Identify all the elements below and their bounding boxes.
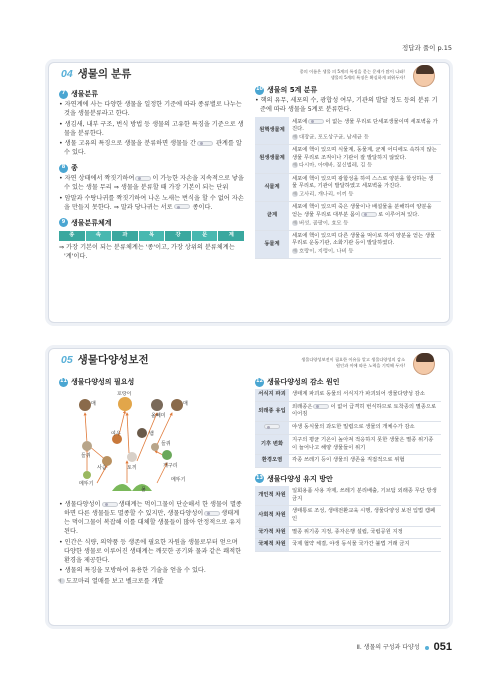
table-row: 원핵생물계 세포에 이 없는 생물 무리로 단세포생물이며 세포벽을 가진다. 예 대장균, 포도상구균, 남세균 등 [255, 117, 441, 145]
block-11-bullet: • 생물다양성이 생태계는 먹이그물이 단순해서 한 생물이 멸종하면 다른 생물들도 멸종할 수 있지만, 생물다양성이 생태계는 먹이그물이 복잡해 이를 대체할 생물들이 많아 안정적으로 유지된다. [59, 501, 242, 536]
block-10-intro: • 핵의 유무, 세포의 수, 광합성 여부, 기관의 발달 정도 등의 분류 기준에 따라 생물을 5계로 분류한다. [255, 97, 438, 114]
section-title [61, 67, 131, 82]
taxonomy-chain [59, 231, 245, 242]
section-title-text: 생물의 분류 [77, 68, 132, 80]
block-12-heading: 12 생물다양성의 감소 원인 [256, 378, 340, 386]
block-9-bullet: ⇒ 가장 기본이 되는 분류체계는 '종'이고, 가장 상위의 분류체계는 '계'이다. [59, 244, 235, 261]
web-label: 뱀 [149, 431, 154, 438]
block-11-bullet: • 인간은 식량, 의약품 등 생존에 필요한 자원을 생물로부터 얻으며 다양한 생물로 이루어진 생태계는 깨끗한 공기와 물과 같은 쾌적한 환경을 제공한다. [59, 538, 242, 564]
section-classification-panel [48, 62, 450, 323]
web-label: 매 [183, 401, 188, 408]
example-icon: 예 [293, 219, 297, 225]
web-label: 올빼미 [151, 413, 166, 420]
field-mouse-icon [82, 441, 92, 451]
fill-blank[interactable] [264, 424, 280, 429]
table-row: 야생 동식물의 과도한 밀렵으로 생물의 개체수가 감소 [255, 422, 441, 435]
web-label: 호랑이 [117, 391, 132, 398]
table-row: 사회적 차원 생태통로 조성, 생태전환교육 시행, 생물다양성 보전 입법 캠페인 [255, 506, 441, 526]
tiger-icon [118, 397, 132, 411]
block-10-heading: 10 생물의 5계 분류 [256, 86, 318, 94]
block-7-heading: 7 생물분류 [59, 89, 245, 99]
owl-icon [151, 399, 163, 411]
section-number: 05 [61, 354, 73, 366]
student-mascot-icon [413, 353, 435, 375]
frog-icon [162, 450, 172, 460]
web-label: 들쥐 [161, 441, 171, 448]
taxon-class: 강 [165, 231, 191, 242]
biodiversity-measures-table [255, 486, 441, 552]
taxon-phylum: 문 [192, 231, 218, 242]
right-column [255, 85, 441, 259]
separator-dot-icon [425, 646, 429, 650]
section-title [61, 353, 149, 368]
right-column [255, 377, 441, 552]
snake-icon [137, 428, 147, 438]
block-8-heading: 8 종 [59, 163, 245, 173]
table-row: 식물계 세포에 핵이 있으며 광합성을 하여 스스로 양분을 합성하는 생물 무리로, 기관이 발달하였고 세포벽을 가진다. 예 고사리, 개나리, 이끼 등 [255, 173, 441, 202]
answer-reference: 정답과 풀이 p.15 [402, 44, 452, 52]
fill-blank[interactable] [197, 141, 213, 146]
web-label: 여우 [111, 431, 121, 438]
table-row: 외래종 유입 외래종은 이 없어 급격히 번식하므로 토착종의 멸종으로 이어짐 [255, 401, 441, 421]
block-8-bullet: • 암말과 수탕나귀를 짝짓기하여 나온 노새는 번식을 할 수 없어 자손을 만들지 못한다. ⇒ 말과 당나귀는 서로 종이다. [59, 194, 244, 211]
web-label: 메뚜기 [79, 481, 94, 488]
food-web-diagram [67, 391, 197, 493]
left-column [59, 89, 245, 264]
page-footer [357, 640, 452, 656]
web-label: 사슴 [97, 465, 107, 472]
section-note: 생물다양성보전이 필요한 이유를 알고 생물다양성의 감소 원인과 이에 따른 노력을 기억해 두자! [301, 357, 405, 369]
fill-blank[interactable] [308, 119, 324, 124]
section-title-text: 생물다양성보전 [77, 354, 149, 366]
example-icon: 예 [293, 162, 297, 168]
web-label: 매 [91, 401, 96, 408]
biodiversity-loss-table [255, 389, 441, 468]
page-number: 051 [433, 641, 452, 653]
block-9-heading: 9 생물분류체계 [59, 218, 245, 228]
web-label: 풀 [141, 487, 146, 494]
table-row: 서식지 파괴 생태계 파괴로 동물의 서식지가 파괴되어 생물다양성 감소 [255, 389, 441, 401]
block-7-bullet: • 생김새, 내부 구조, 번식 방법 등 생물의 고유한 특징을 기준으로 생물을 분류한다. [59, 120, 244, 137]
section-biodiversity-panel [48, 348, 450, 626]
taxon-genus: 속 [86, 231, 112, 242]
web-label: 메뚜기 [171, 477, 186, 484]
block-11-heading: 11 생물다양성의 필요성 [60, 378, 135, 386]
table-row: 균계 세포에 핵이 있으며 죽은 생물이나 배설물을 분해하여 양분을 얻는 생물 무리로 대부분 몸이 로 이루어져 있다. 예 버섯, 곰팡이, 효모 등 [255, 202, 441, 231]
fill-blank[interactable] [174, 204, 190, 209]
fill-blank[interactable] [313, 404, 329, 409]
block-11-example: 예 도꼬마리 열매를 보고 벨크로를 개발 [57, 577, 164, 585]
block-8-bullet: • 자연 상태에서 짝짓기하여 이 가능한 자손을 지속적으로 낳을 수 있는 생물 무리 ⇒ 생물을 분류할 때 가장 기본이 되는 단위 [59, 175, 244, 192]
table-row: 개인적 차원 일회용품 사용 자제, 쓰레기 분리배출, 기브텀 외래종 무단 방생 금지 [255, 486, 441, 506]
web-label: 들쥐 [81, 453, 91, 460]
block-7-bullet: • 생물 고유의 특징으로 생물을 분류하면 생물들 간 관계를 알 수 있다. [59, 140, 242, 157]
grass-icon [112, 484, 152, 494]
block-13-heading: 13 생물다양성 유지 방안 [256, 474, 333, 483]
table-row: 환경오염 각종 쓰레기 등이 생물의 생존을 직접적으로 위협 [255, 455, 441, 468]
block-11-bullet: • 생물의 특징을 모방하여 유용한 기술을 얻을 수 있다. [59, 567, 206, 575]
section-number: 04 [61, 68, 73, 80]
rabbit-icon [127, 452, 137, 462]
block-7-bullet: • 자연계에 사는 다양한 생물을 일정한 기준에 따라 종류별로 나누는 것을 생물분류라고 한다. [59, 101, 242, 118]
fill-blank[interactable] [361, 212, 377, 217]
table-row: 원생생물계 세포에 핵이 있으며 식물계, 동물계, 균계 어디에도 속하지 않는 생물 무리로 조직이나 기관이 잘 발달하지 않았다. 예 다시마, 아메바, 짚신벌레, 김 등 [255, 145, 441, 174]
grasshopper-icon [83, 471, 91, 479]
example-icon: 예 [293, 248, 297, 254]
fill-blank[interactable] [135, 176, 151, 181]
student-mascot-icon [413, 65, 435, 87]
table-row: 기후 변화 지구의 평균 기온이 높아져 적응하지 못한 생물은 멸종 위기종이 늘어나고 해양 생물들이 위기 [255, 434, 441, 454]
example-icon: 예 [59, 578, 65, 584]
field-mouse-icon [151, 443, 159, 451]
five-kingdoms-table [255, 117, 441, 260]
hawk-icon [79, 399, 91, 411]
chapter-title: Ⅱ. 생물의 구성과 다양성 [356, 643, 420, 651]
hawk-icon [171, 399, 183, 411]
example-icon: 예 [293, 133, 297, 139]
taxon-family: 과 [112, 231, 138, 242]
web-label: 토끼 [127, 465, 137, 472]
table-row: 국제적 차원 국제 협약 체결, 야생 동식물 국가간 불법 거래 금지 [255, 539, 441, 552]
web-label: 개구리 [163, 463, 178, 470]
taxon-species: 종 [59, 231, 85, 242]
fill-blank[interactable] [204, 511, 220, 516]
taxon-kingdom: 계 [218, 231, 244, 242]
table-row: 동물계 세포에 핵이 있으며 다른 생물을 먹이로 하여 양분을 얻는 생물 무리로 운동기관, 소화기관 등이 발달하였다. 예 호랑이, 지렁이, 나비 등 [255, 230, 441, 259]
taxon-order: 목 [139, 231, 165, 242]
left-column [59, 377, 245, 588]
fill-blank[interactable] [102, 502, 118, 507]
table-row: 국가적 차원 멸종 위기종 지정, 종자은행 설립, 국립공원 지정 [255, 526, 441, 539]
example-icon: 예 [293, 190, 297, 196]
section-note: 종의 이름은 생물 의 5계의 특징을 묻는 문제가 많이 나와! 생물의 5계의 특징은 확실하게 외워두자! [299, 69, 405, 81]
